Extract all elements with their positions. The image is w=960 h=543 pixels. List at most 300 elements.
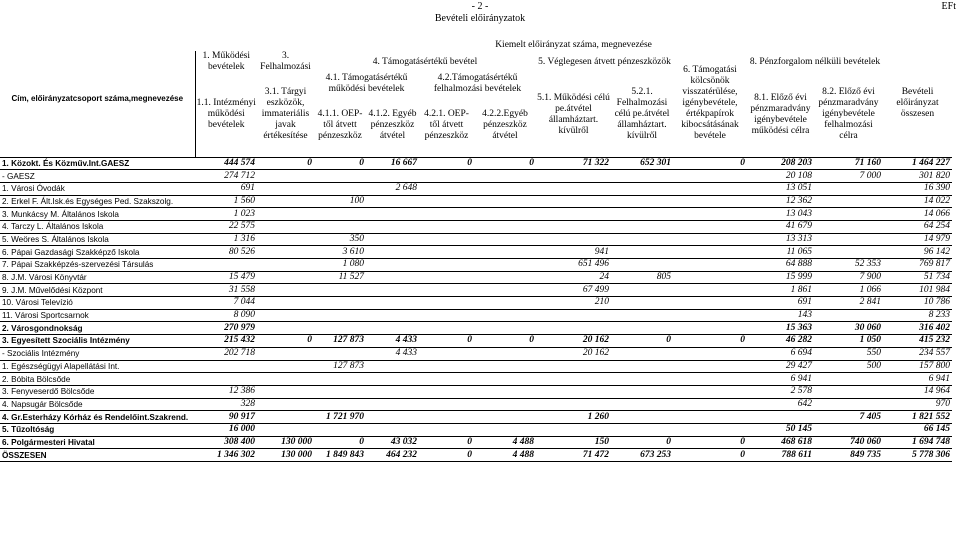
budget-table — [0, 40, 952, 462]
row-value: 43 032 — [366, 436, 419, 449]
row-value: 1 023 — [195, 208, 257, 221]
row-value — [419, 220, 474, 233]
row-value: 66 145 — [883, 423, 952, 436]
row-label: 8. J.M. Városi Könyvtár — [0, 271, 195, 284]
row-label: 4. Tarczy L. Általános Iskola — [0, 220, 195, 233]
table-row — [0, 182, 952, 195]
col6-header: 6. Támogatási kölcsönök visszatérülése, igénybevétele, értékpapírok kibocsátásának bevétele — [673, 51, 747, 157]
row-value — [673, 195, 747, 208]
page-number: - 2 - — [471, 1, 489, 12]
row-value — [474, 284, 536, 297]
col31-header: 3.1. Tárgyi eszközök, immateriális javak értékesítése — [257, 73, 314, 157]
table-row — [0, 335, 952, 348]
row-value: 1 694 748 — [883, 436, 952, 449]
row-value — [474, 385, 536, 398]
col42-header: 4.2.Támogatásértékű felhalmozási bevételek — [433, 73, 522, 94]
row-value — [673, 220, 747, 233]
row-value — [257, 385, 314, 398]
row-value — [366, 220, 419, 233]
row-value — [257, 271, 314, 284]
row-value: 0 — [419, 436, 474, 449]
row-value — [366, 398, 419, 411]
row-value — [474, 322, 536, 335]
row-value — [366, 284, 419, 297]
row-value — [611, 309, 673, 322]
row-value: 20 162 — [536, 335, 611, 348]
col8-top-header: 8. Pénzforgalom nélküli bevételek — [749, 56, 881, 67]
row-value — [474, 297, 536, 310]
row-label: 2. Erkel F. Ált.Isk.és Egységes Ped. Szakszolg. — [0, 195, 195, 208]
row-value: 67 499 — [536, 284, 611, 297]
table-row — [0, 233, 952, 246]
row-value — [673, 398, 747, 411]
table-row — [0, 360, 952, 373]
row-value: 8 090 — [195, 309, 257, 322]
row-value — [611, 411, 673, 424]
row-value: 41 679 — [747, 220, 814, 233]
row-value: 96 142 — [883, 246, 952, 259]
row-label: 2. Bóbita Bölcsőde — [0, 373, 195, 386]
row-value: 22 575 — [195, 220, 257, 233]
row-value: 350 — [314, 233, 366, 246]
table-body — [0, 157, 952, 462]
row-value: 127 873 — [314, 360, 366, 373]
row-value: 270 979 — [195, 322, 257, 335]
row-value: 0 — [314, 436, 366, 449]
row-value: 52 353 — [814, 259, 883, 272]
row-value: 24 — [536, 271, 611, 284]
row-value — [474, 271, 536, 284]
row-value: 769 817 — [883, 259, 952, 272]
label-column-header: Cím, előirányzatcsoport száma,megnevezése — [0, 40, 195, 157]
row-value — [673, 259, 747, 272]
row-value: 157 800 — [883, 360, 952, 373]
row-value — [611, 208, 673, 221]
row-value — [419, 195, 474, 208]
page-subtitle: Bevételi előirányzatok — [434, 13, 526, 24]
row-value — [366, 195, 419, 208]
row-value: 0 — [673, 157, 747, 170]
row-value — [366, 423, 419, 436]
row-value — [611, 360, 673, 373]
row-value: 301 820 — [883, 170, 952, 183]
row-value: 234 557 — [883, 347, 952, 360]
row-value: 0 — [673, 335, 747, 348]
row-value — [419, 208, 474, 221]
row-label: ÖSSZESEN — [0, 449, 195, 462]
row-value — [314, 208, 366, 221]
row-value — [536, 385, 611, 398]
row-value: 500 — [814, 360, 883, 373]
row-value: 64 254 — [883, 220, 952, 233]
row-value — [814, 195, 883, 208]
row-value: 5 778 306 — [883, 449, 952, 462]
row-value — [366, 411, 419, 424]
row-value — [611, 322, 673, 335]
row-value: 0 — [673, 436, 747, 449]
row-value: 130 000 — [257, 436, 314, 449]
table-row — [0, 284, 952, 297]
row-label: 6. Polgármesteri Hivatal — [0, 436, 195, 449]
row-value: 652 301 — [611, 157, 673, 170]
row-value: 0 — [419, 335, 474, 348]
row-value — [419, 360, 474, 373]
row-value: 328 — [195, 398, 257, 411]
row-value — [814, 246, 883, 259]
row-value — [419, 284, 474, 297]
row-value: 30 060 — [814, 322, 883, 335]
row-value: 1 066 — [814, 284, 883, 297]
row-value: 316 402 — [883, 322, 952, 335]
row-value — [366, 322, 419, 335]
row-value — [257, 411, 314, 424]
table-row — [0, 347, 952, 360]
col51-header: 5.1. Működési célú pe.átvétel államháztart. kívülről — [536, 73, 611, 157]
row-value: 71 160 — [814, 157, 883, 170]
row-value — [257, 233, 314, 246]
row-value — [474, 411, 536, 424]
row-value: 7 900 — [814, 271, 883, 284]
row-value — [419, 385, 474, 398]
row-value — [366, 385, 419, 398]
row-value — [474, 259, 536, 272]
row-value: 12 362 — [747, 195, 814, 208]
row-value: 100 — [314, 195, 366, 208]
row-value: 0 — [257, 335, 314, 348]
row-value — [747, 411, 814, 424]
row-value — [366, 208, 419, 221]
row-value — [673, 373, 747, 386]
table-row — [0, 309, 952, 322]
row-label: 1. Közokt. És Közműv.Int.GAESZ — [0, 157, 195, 170]
row-value — [611, 259, 673, 272]
table-row — [0, 385, 952, 398]
row-value — [673, 233, 747, 246]
row-value — [611, 373, 673, 386]
row-value: 8 233 — [883, 309, 952, 322]
col421-header: 4.2.1. OEP-től átvett pénzeszköz — [419, 95, 474, 157]
row-value — [314, 170, 366, 183]
col411-header: 4.1.1. OEP-től átvett pénzeszköz — [314, 95, 366, 157]
row-value — [611, 385, 673, 398]
table-row — [0, 220, 952, 233]
row-value: 468 618 — [747, 436, 814, 449]
row-value — [419, 182, 474, 195]
table-row — [0, 157, 952, 170]
row-value: 208 203 — [747, 157, 814, 170]
col422-header: 4.2.2.Egyéb pénzeszköz átvétel — [474, 95, 536, 157]
row-value: 2 578 — [747, 385, 814, 398]
row-value — [314, 220, 366, 233]
row-label: 3. Munkácsy M. Általános Iskola — [0, 208, 195, 221]
row-value: 0 — [673, 449, 747, 462]
row-label: 3. Egyesített Szociális Intézmény — [0, 335, 195, 348]
row-label: 1. Városi Óvodák — [0, 182, 195, 195]
row-value: 0 — [474, 157, 536, 170]
row-value: 849 735 — [814, 449, 883, 462]
row-value — [536, 360, 611, 373]
row-value — [366, 259, 419, 272]
row-value — [673, 347, 747, 360]
row-value: 80 526 — [195, 246, 257, 259]
row-value: 16 667 — [366, 157, 419, 170]
row-value: 13 051 — [747, 182, 814, 195]
row-value — [257, 195, 314, 208]
col1-top-header: 1. Működési bevételek — [195, 51, 257, 73]
row-value: 143 — [747, 309, 814, 322]
row-value: 20 108 — [747, 170, 814, 183]
row-value — [419, 398, 474, 411]
row-value — [366, 271, 419, 284]
row-value — [536, 208, 611, 221]
row-value: 1 849 843 — [314, 449, 366, 462]
row-value: 1 560 — [195, 195, 257, 208]
row-value — [314, 398, 366, 411]
row-value: 4 488 — [474, 436, 536, 449]
row-value — [419, 322, 474, 335]
row-value — [474, 373, 536, 386]
table-row — [0, 297, 952, 310]
row-value — [536, 220, 611, 233]
row-value: 415 232 — [883, 335, 952, 348]
row-value — [536, 398, 611, 411]
row-value: 215 432 — [195, 335, 257, 348]
row-value — [536, 322, 611, 335]
table-row — [0, 322, 952, 335]
row-label: - Szociális Intézmény — [0, 347, 195, 360]
row-value: 7 044 — [195, 297, 257, 310]
row-value: 6 941 — [883, 373, 952, 386]
row-label: 6. Pápai Gazdasági Szakképző Iskola — [0, 246, 195, 259]
col4-top-header: 4. Támogatásértékű bevétel — [372, 56, 478, 67]
kiemelt-header: Kiemelt előirányzat száma, megnevezése — [495, 40, 652, 50]
row-value — [536, 195, 611, 208]
row-value — [673, 385, 747, 398]
row-value — [814, 423, 883, 436]
row-value — [536, 309, 611, 322]
row-value: 7 000 — [814, 170, 883, 183]
row-value — [814, 373, 883, 386]
row-value: 464 232 — [366, 449, 419, 462]
row-value — [611, 195, 673, 208]
row-value: 202 718 — [195, 347, 257, 360]
row-value — [366, 233, 419, 246]
row-value: 3 610 — [314, 246, 366, 259]
table-row — [0, 398, 952, 411]
row-value — [314, 297, 366, 310]
row-value — [257, 322, 314, 335]
row-value: 13 313 — [747, 233, 814, 246]
row-value: 740 060 — [814, 436, 883, 449]
row-value: 90 917 — [195, 411, 257, 424]
row-label: 4. Gr.Esterházy Kórház és Rendelőint.Szakrend. — [0, 411, 195, 424]
row-value: 274 712 — [195, 170, 257, 183]
row-value: 1 346 302 — [195, 449, 257, 462]
row-value: 1 050 — [814, 335, 883, 348]
row-value: 0 — [419, 449, 474, 462]
row-value — [314, 284, 366, 297]
row-value — [257, 284, 314, 297]
row-value: 6 694 — [747, 347, 814, 360]
table-row — [0, 259, 952, 272]
row-value: 31 558 — [195, 284, 257, 297]
row-value: 642 — [747, 398, 814, 411]
row-value: 11 065 — [747, 246, 814, 259]
row-value: 51 734 — [883, 271, 952, 284]
row-value — [257, 220, 314, 233]
row-value: 0 — [611, 335, 673, 348]
row-value: 210 — [536, 297, 611, 310]
col81-header: 8.1. Előző évi pénzmaradvány igénybevétele működési célra — [747, 73, 814, 157]
row-value — [814, 309, 883, 322]
row-value — [419, 170, 474, 183]
row-value — [536, 373, 611, 386]
row-value — [419, 297, 474, 310]
row-value — [314, 423, 366, 436]
row-value — [814, 385, 883, 398]
row-value — [195, 360, 257, 373]
row-value — [257, 398, 314, 411]
col3-top-header: 3. Felhalmozási — [260, 51, 311, 72]
row-label: - GAESZ — [0, 170, 195, 183]
row-value — [673, 322, 747, 335]
row-value: 46 282 — [747, 335, 814, 348]
table-row — [0, 373, 952, 386]
row-value — [257, 259, 314, 272]
row-value: 0 — [314, 157, 366, 170]
row-value: 0 — [474, 335, 536, 348]
row-value — [536, 233, 611, 246]
row-value — [536, 182, 611, 195]
row-value — [419, 423, 474, 436]
row-value: 15 999 — [747, 271, 814, 284]
row-value — [814, 208, 883, 221]
row-value — [474, 360, 536, 373]
row-value: 0 — [419, 157, 474, 170]
row-value: 14 964 — [883, 385, 952, 398]
row-value — [814, 220, 883, 233]
col82-header: 8.2. Előző évi pénzmaradvány igénybevétele felhalmozási célra — [814, 73, 883, 157]
row-value — [536, 170, 611, 183]
row-value — [366, 360, 419, 373]
row-value: 2 841 — [814, 297, 883, 310]
row-value: 4 488 — [474, 449, 536, 462]
row-value — [814, 233, 883, 246]
table-row — [0, 411, 952, 424]
row-value: 50 145 — [747, 423, 814, 436]
row-value: 308 400 — [195, 436, 257, 449]
row-value — [314, 385, 366, 398]
row-value — [474, 246, 536, 259]
row-value — [673, 284, 747, 297]
row-value — [474, 423, 536, 436]
row-value: 16 000 — [195, 423, 257, 436]
row-value — [419, 271, 474, 284]
row-value: 1 464 227 — [883, 157, 952, 170]
row-label: 4. Napsugár Bölcsőde — [0, 398, 195, 411]
row-label: 3. Fenyveserdő Bölcsőde — [0, 385, 195, 398]
table-row — [0, 449, 952, 462]
table-row — [0, 208, 952, 221]
row-value — [366, 309, 419, 322]
row-value — [673, 309, 747, 322]
row-value — [314, 322, 366, 335]
row-value — [611, 297, 673, 310]
row-value — [257, 297, 314, 310]
row-value — [673, 246, 747, 259]
row-value — [611, 170, 673, 183]
row-value — [673, 297, 747, 310]
row-value — [257, 309, 314, 322]
row-value — [474, 220, 536, 233]
row-value: 127 873 — [314, 335, 366, 348]
row-value — [419, 373, 474, 386]
row-value — [673, 271, 747, 284]
row-value: 20 162 — [536, 347, 611, 360]
table-row — [0, 423, 952, 436]
row-value: 16 390 — [883, 182, 952, 195]
row-value — [419, 233, 474, 246]
page-header — [0, 0, 960, 30]
row-value: 550 — [814, 347, 883, 360]
col11-header: 1.1. Intézményi működési bevételek — [195, 73, 257, 157]
row-value — [611, 284, 673, 297]
row-value: 970 — [883, 398, 952, 411]
row-value — [419, 246, 474, 259]
col521-header: 5.2.1. Felhalmozási célú pe.átvétel államháztart. kívülről — [611, 73, 673, 157]
row-value: 7 405 — [814, 411, 883, 424]
row-value — [366, 297, 419, 310]
table-row — [0, 436, 952, 449]
row-label: 2. Városgondnokság — [0, 322, 195, 335]
row-value: 4 433 — [366, 335, 419, 348]
row-value — [611, 233, 673, 246]
row-value: 444 574 — [195, 157, 257, 170]
row-value: 14 022 — [883, 195, 952, 208]
row-value: 14 066 — [883, 208, 952, 221]
row-value — [419, 411, 474, 424]
row-value: 1 080 — [314, 259, 366, 272]
row-value — [673, 170, 747, 183]
row-value — [366, 170, 419, 183]
row-value: 1 861 — [747, 284, 814, 297]
row-value: 10 786 — [883, 297, 952, 310]
row-label: 5. Weöres S. Általános Iskola — [0, 233, 195, 246]
row-value: 11 527 — [314, 271, 366, 284]
row-value — [814, 398, 883, 411]
row-value — [536, 423, 611, 436]
row-value: 2 648 — [366, 182, 419, 195]
row-value — [195, 373, 257, 386]
row-value: 71 472 — [536, 449, 611, 462]
row-value: 1 316 — [195, 233, 257, 246]
row-value: 6 941 — [747, 373, 814, 386]
row-value: 15 479 — [195, 271, 257, 284]
row-label: 9. J.M. Művelődési Központ — [0, 284, 195, 297]
row-value — [366, 246, 419, 259]
row-value — [474, 398, 536, 411]
row-value: 101 984 — [883, 284, 952, 297]
row-value — [611, 398, 673, 411]
row-value — [474, 347, 536, 360]
row-value: 130 000 — [257, 449, 314, 462]
row-label: 1. Egészségügyi Alapellátási Int. — [0, 360, 195, 373]
row-value: 71 322 — [536, 157, 611, 170]
col5-top-header: 5. Véglegesen átvett pénzeszközök — [538, 56, 671, 67]
row-value — [611, 347, 673, 360]
row-value: 1 721 970 — [314, 411, 366, 424]
row-value — [611, 182, 673, 195]
